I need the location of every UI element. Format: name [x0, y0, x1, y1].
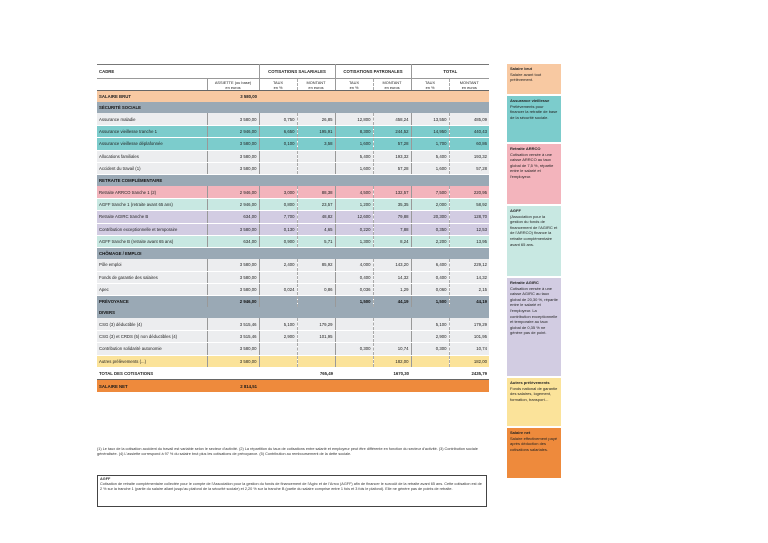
- legend-box: [507, 428, 561, 478]
- montant-total: 44,19: [449, 296, 489, 308]
- taux-patronal: 1,200: [335, 198, 373, 210]
- cotisations-patronales-heading: COTISATIONS PATRONALES: [335, 65, 411, 79]
- taux-total: 0,060: [411, 284, 449, 296]
- row-label: AGFF tranche B (retraite avant 65 ans): [97, 235, 207, 247]
- taux-total: 1,600: [411, 162, 449, 174]
- row-label: Contribution exceptionnelle et temporaire: [97, 223, 207, 235]
- assiette: 3 580,00: [207, 150, 259, 162]
- assiette: 3 580,00: [207, 113, 259, 125]
- montant-patronal: [373, 318, 411, 330]
- assiette-heading: ASSIETTE (ou base) en euros: [207, 79, 259, 91]
- row-label: Assurance vieillesse déplafonnée: [97, 138, 207, 150]
- section-retraite: RETRAITE COMPLÉMENTAIRE: [97, 175, 489, 187]
- taux-salarial: 0,130: [259, 223, 297, 235]
- montant-patronal: 44,19: [373, 296, 411, 308]
- assiette: 3 580,00: [207, 284, 259, 296]
- assiette: 3 580,00: [207, 355, 259, 367]
- taux-patronal: 1,600: [335, 138, 373, 150]
- legend-title: Retraite ARRCO: [510, 146, 541, 151]
- row-label: Autres prélèvements (...): [97, 355, 207, 367]
- montant-patronal: 7,88: [373, 223, 411, 235]
- montant-salarial: 0,86: [297, 284, 335, 296]
- payslip-table-area: [97, 64, 489, 392]
- legend-text: Fonds national de garantie des salaires, logement, formation, transport…: [510, 385, 558, 402]
- montant-total: 57,28: [449, 162, 489, 174]
- footnote: (1) Le taux de la cotisation accident du travail est variable selon le secteur d'activité. (2) La répartition du taux de cotisations entre salarié et employeur peut être différente en fonction du secteur d'activité. (3) Contribution sociale généralisée. (4) L'assiette correspond à 97 % du salaire brut plus les cotisations de prévoyance. (5) Contribution au remboursement de la dette sociale.: [97, 447, 478, 457]
- taux-total: 13,550: [411, 113, 449, 125]
- montant-salarial: 85,92: [297, 259, 335, 271]
- total-cotisations-row: TOTAL DES COTISATIONS 765,49 1670,30 2435,79: [97, 368, 489, 380]
- montant-patronal: 57,28: [373, 138, 411, 150]
- legend-text: Salaire effectivement payé après déduction des cotisations salariales.: [510, 435, 558, 452]
- taux-patronal: [335, 330, 373, 342]
- montant-salarial: 3,58: [297, 138, 335, 150]
- table-row: [97, 330, 489, 342]
- montant-patronal: [373, 330, 411, 342]
- assiette: 2 946,00: [207, 296, 259, 308]
- montant-patronal: 132,57: [373, 186, 411, 198]
- taux-total: [411, 355, 449, 367]
- taux-patronal: 1,500: [335, 296, 373, 308]
- montant-salarial: 88,38: [297, 186, 335, 198]
- taux-patronal: 12,800: [335, 113, 373, 125]
- table-row: [97, 343, 489, 355]
- agff-box-text: Cotisation de retraite complémentaire collectée pour le compte de l'Association pour la gestion du fonds de financement de l'Agirc et de l'Arrco (AGFF) afin de financer le surcoût de la retraite avant 65 ans. Cette cotisation est de 2 % sur la tranche 1 (partie du salaire allant jusqu'au plafond de la sécurité sociale) et 2,20 % sur la tranche B (partie du salaire comprise entre 1 fois et 3 fois le plafond). Elle ne génère pas de points de retraite.: [100, 482, 482, 492]
- row-label: Retraite ARRCO tranche 1 (2): [97, 186, 207, 198]
- taux-salarial: 2,400: [259, 259, 297, 271]
- legend-box: [507, 144, 561, 204]
- assiette: 634,00: [207, 211, 259, 223]
- row-label: AGFF tranche 1 (retraite avant 65 ans): [97, 198, 207, 210]
- taux-salarial: [259, 355, 297, 367]
- montant-total: 2,15: [449, 284, 489, 296]
- legend-title: Autres prélèvements: [510, 380, 550, 385]
- agff-box-title: AGFF: [100, 477, 111, 481]
- montant-patronal: 244,52: [373, 125, 411, 137]
- montant-total: 10,74: [449, 343, 489, 355]
- header-row-2: [97, 79, 489, 91]
- table-row: [97, 284, 489, 296]
- taux-patronal: 0,300: [335, 343, 373, 355]
- montant-pat-heading: MONTANT en euros: [373, 79, 411, 91]
- taux-total: 20,300: [411, 211, 449, 223]
- montant-salarial: [297, 296, 335, 308]
- row-label: Accident du travail (1): [97, 162, 207, 174]
- legend-text: Cotisation versée à une caisse ARRCO au taux global de 7,5 %, répartie entre le salarié et l'employeur.: [510, 151, 554, 179]
- montant-salarial: [297, 343, 335, 355]
- montant-patronal: 8,24: [373, 235, 411, 247]
- legend-box: [507, 64, 561, 94]
- taux-salarial: [259, 162, 297, 174]
- assiette: 634,00: [207, 235, 259, 247]
- legend-box: [507, 278, 561, 376]
- legend-title: Salaire brut: [510, 66, 533, 71]
- montant-patronal: 57,28: [373, 162, 411, 174]
- taux-salarial: 2,900: [259, 330, 297, 342]
- assiette: 3 580,00: [207, 138, 259, 150]
- taux-total: 2,200: [411, 235, 449, 247]
- salaire-net-row: SALAIRE NET 2 814,51: [97, 380, 489, 392]
- assiette: 3 580,00: [207, 271, 259, 283]
- table-row: [97, 113, 489, 125]
- montant-total: 13,95: [449, 235, 489, 247]
- legend-sidebar: [507, 64, 561, 480]
- montant-total: 101,95: [449, 330, 489, 342]
- row-label: Apec: [97, 284, 207, 296]
- montant-total: 220,95: [449, 186, 489, 198]
- taux-salarial: [259, 271, 297, 283]
- montant-total: 14,32: [449, 271, 489, 283]
- assiette: 3 580,00: [207, 343, 259, 355]
- assiette: 2 946,00: [207, 186, 259, 198]
- montant-patronal: 458,24: [373, 113, 411, 125]
- montant-patronal: 14,32: [373, 271, 411, 283]
- taux-total: 5,100: [411, 318, 449, 330]
- montant-total: 179,29: [449, 318, 489, 330]
- montant-salarial: [297, 355, 335, 367]
- row-label: Assurance maladie: [97, 113, 207, 125]
- montant-salarial: 195,91: [297, 125, 335, 137]
- taux-total: 14,950: [411, 125, 449, 137]
- montant-salarial: 26,85: [297, 113, 335, 125]
- montant-total: 440,43: [449, 125, 489, 137]
- taux-salarial: 0,024: [259, 284, 297, 296]
- taux-patronal: 0,220: [335, 223, 373, 235]
- montant-patronal: 193,32: [373, 150, 411, 162]
- agff-info-box: [97, 475, 487, 507]
- assiette: 2 946,00: [207, 198, 259, 210]
- legend-title: Salaire net: [510, 430, 531, 435]
- legend-text: Salaire avant tout prélèvement.: [510, 71, 542, 83]
- taux-salarial: 0,750: [259, 113, 297, 125]
- taux-patronal: 4,500: [335, 186, 373, 198]
- taux-pat-heading: TAUX en %: [335, 79, 373, 91]
- row-label: PRÉVOYANCE: [97, 296, 207, 308]
- montant-patronal: 79,88: [373, 211, 411, 223]
- table-row: [97, 138, 489, 150]
- table-row: [97, 223, 489, 235]
- montant-salarial: [297, 271, 335, 283]
- assiette: 3 580,00: [207, 259, 259, 271]
- row-label: Retraite AGIRC tranche B: [97, 211, 207, 223]
- table-row: [97, 271, 489, 283]
- montant-tot-heading: MONTANT en euros: [449, 79, 489, 91]
- taux-salarial: [259, 343, 297, 355]
- montant-salarial: 101,95: [297, 330, 335, 342]
- montant-patronal: 1,29: [373, 284, 411, 296]
- legend-text: (Association pour la gestion du fonds de financement de l'AGIRC et de l'ARRCO) finance la retraite complémentaire avant 65 ans.: [510, 213, 558, 247]
- row-label: Assurance vieillesse tranche 1: [97, 125, 207, 137]
- taux-total: 0,350: [411, 223, 449, 235]
- row-label: Allocations familiales: [97, 150, 207, 162]
- table-row: [97, 235, 489, 247]
- cotisations-salariales-heading: COTISATIONS SALARIALES: [259, 65, 335, 79]
- header-row-1: [97, 65, 489, 79]
- taux-patronal: [335, 355, 373, 367]
- taux-total: 6,400: [411, 259, 449, 271]
- taux-salarial: 5,100: [259, 318, 297, 330]
- legend-title: AGFF: [510, 208, 521, 213]
- table-row: [97, 198, 489, 210]
- taux-salarial: 7,700: [259, 211, 297, 223]
- table-row: [97, 259, 489, 271]
- legend-text: Prélèvements pour financer la retraite de base de la sécurité sociale.: [510, 103, 558, 120]
- montant-salarial: 23,57: [297, 198, 335, 210]
- montant-salarial: [297, 150, 335, 162]
- table-row: [97, 162, 489, 174]
- montant-total: 60,86: [449, 138, 489, 150]
- assiette: 3 515,46: [207, 318, 259, 330]
- legend-box: [507, 206, 561, 276]
- montant-patronal: 10,74: [373, 343, 411, 355]
- legend-box: [507, 378, 561, 426]
- taux-patronal: 0,036: [335, 284, 373, 296]
- montant-patronal: 35,35: [373, 198, 411, 210]
- taux-patronal: 1,600: [335, 162, 373, 174]
- row-label: CSG (3) et CRDS (5) non déductibles (4): [97, 330, 207, 342]
- table-row: [97, 186, 489, 198]
- row-label: Contribution solidarité autonomie: [97, 343, 207, 355]
- salaire-brut-row: SALAIRE BRUT 3 580,00: [97, 91, 489, 103]
- montant-patronal: 143,20: [373, 259, 411, 271]
- montant-salarial: 48,82: [297, 211, 335, 223]
- row-label: Fonds de garantie des salaires: [97, 271, 207, 283]
- cadre-heading: CADRE: [97, 65, 207, 79]
- taux-salarial: 3,000: [259, 186, 297, 198]
- taux-total: 0,300: [411, 343, 449, 355]
- table-row: [97, 318, 489, 330]
- taux-total: 2,900: [411, 330, 449, 342]
- taux-salarial: [259, 150, 297, 162]
- montant-total: 193,32: [449, 150, 489, 162]
- taux-patronal: [335, 318, 373, 330]
- montant-total: 229,12: [449, 259, 489, 271]
- montant-salarial: 5,71: [297, 235, 335, 247]
- taux-patronal: 12,600: [335, 211, 373, 223]
- taux-salarial: 6,650: [259, 125, 297, 137]
- taux-patronal: 0,400: [335, 271, 373, 283]
- taux-patronal: 5,400: [335, 150, 373, 162]
- legend-box: [507, 96, 561, 142]
- montant-total: 485,09: [449, 113, 489, 125]
- taux-total: 5,400: [411, 150, 449, 162]
- taux-salarial: [259, 296, 297, 308]
- montant-salarial: [297, 162, 335, 174]
- montant-salarial: 4,65: [297, 223, 335, 235]
- section-divers: DIVERS: [97, 307, 489, 318]
- row-label: Pôle emploi: [97, 259, 207, 271]
- table-row: [97, 150, 489, 162]
- taux-total: 1,500: [411, 296, 449, 308]
- montant-total: 12,53: [449, 223, 489, 235]
- taux-sal-heading: TAUX en %: [259, 79, 297, 91]
- table-row: [97, 355, 489, 367]
- legend-text: Cotisation versée à une caisse AGIRC au taux global de 20,30 %, répartie entre le salarié et l'employeur. La contribution exceptionnelle et temporaire au taux global de 0,35 % ne génère pas de point.: [510, 285, 558, 336]
- taux-patronal: 8,300: [335, 125, 373, 137]
- legend-title: Retraite AGIRC: [510, 280, 539, 285]
- montant-salarial: 179,29: [297, 318, 335, 330]
- payslip-table: [97, 64, 489, 392]
- section-chomage: CHÔMAGE / EMPLOI: [97, 248, 489, 260]
- taux-salarial: 0,100: [259, 138, 297, 150]
- montant-total: 182,00: [449, 355, 489, 367]
- assiette: 3 580,00: [207, 223, 259, 235]
- section-prevoyance: [97, 296, 489, 308]
- legend-title: Assurance vieillesse: [510, 98, 550, 103]
- taux-salarial: 0,900: [259, 235, 297, 247]
- row-label: CSG (3) déductible (4): [97, 318, 207, 330]
- taux-patronal: 4,000: [335, 259, 373, 271]
- taux-total: 2,000: [411, 198, 449, 210]
- taux-tot-heading: TAUX en %: [411, 79, 449, 91]
- table-row: [97, 211, 489, 223]
- montant-patronal: 182,00: [373, 355, 411, 367]
- assiette: 2 946,00: [207, 125, 259, 137]
- table-row: [97, 125, 489, 137]
- taux-patronal: 1,300: [335, 235, 373, 247]
- montant-total: 58,92: [449, 198, 489, 210]
- assiette: 3 515,46: [207, 330, 259, 342]
- assiette: 3 580,00: [207, 162, 259, 174]
- montant-total: 128,70: [449, 211, 489, 223]
- taux-total: 0,400: [411, 271, 449, 283]
- taux-total: 7,500: [411, 186, 449, 198]
- montant-sal-heading: MONTANT en euros: [297, 79, 335, 91]
- section-securite-sociale: SÉCURITÉ SOCIALE: [97, 102, 489, 113]
- taux-total: 1,700: [411, 138, 449, 150]
- taux-salarial: 0,800: [259, 198, 297, 210]
- total-heading: TOTAL: [411, 65, 489, 79]
